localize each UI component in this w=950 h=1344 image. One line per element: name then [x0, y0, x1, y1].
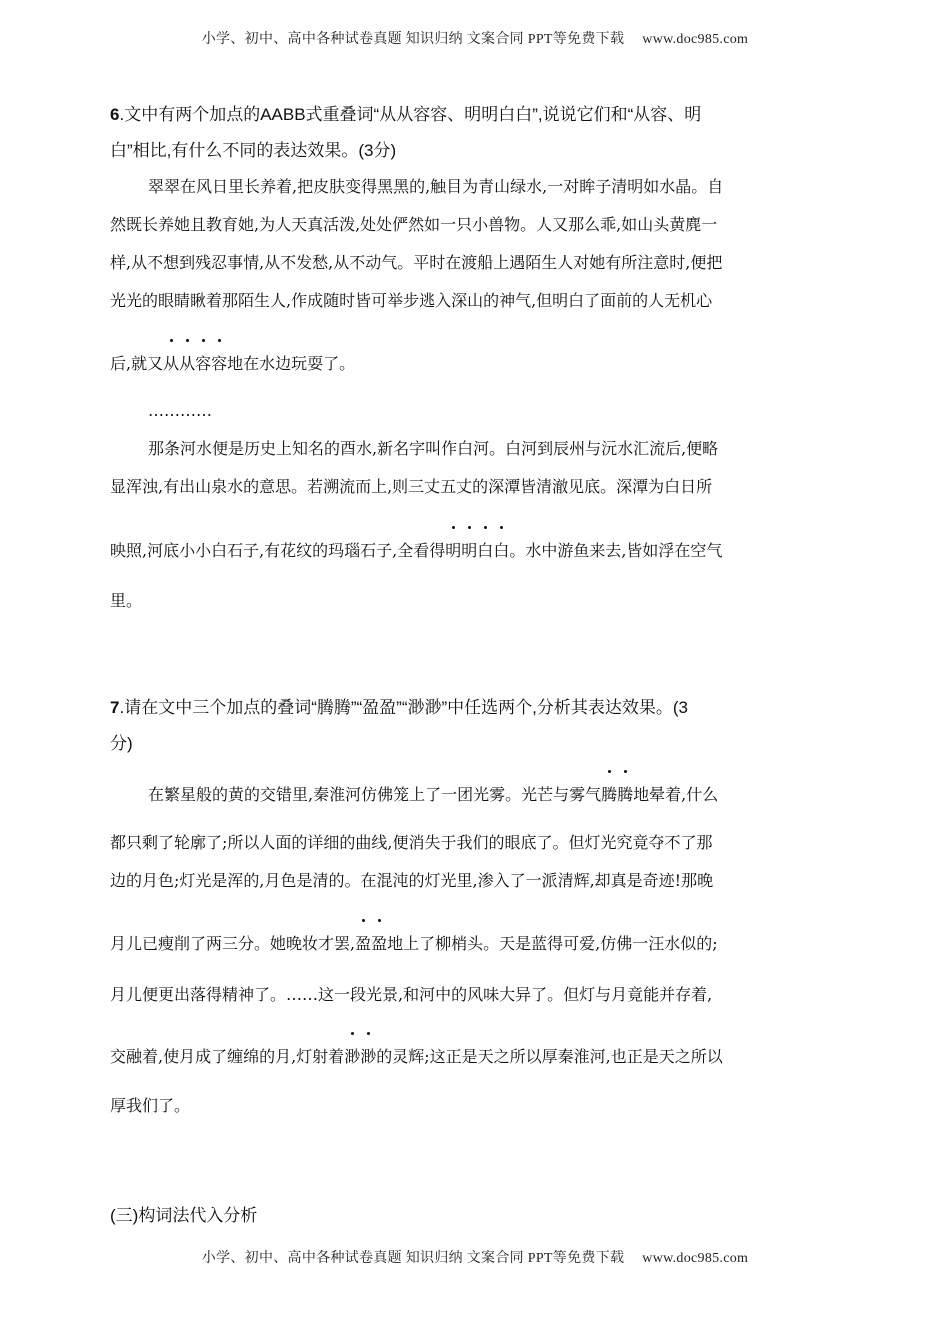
emphasis-dot-char: 从: [179, 354, 196, 373]
emphasis-dot-char: 白: [477, 541, 494, 560]
passage-1-line: 显浑浊,有出山泉水的意思。若溯流而上,则三丈五丈的深潭皆清澈见底。深潭为白日所: [110, 477, 713, 496]
passage-2-line: 月儿便更出落得精神了。……这一段光景,和河中的风味大异了。但灯与月竟能并存着,: [110, 985, 713, 1004]
question-6: [110, 97, 840, 169]
passage-1-line: 然既长养她且教育她,为人天真活泼,处处俨然如一只小兽物。人又那么乖,如山头黄麂一: [110, 215, 718, 234]
passage-2-line: 月儿已瘦削了两三分。她晚妆才罢,盈盈地上了柳梢头。天是蓝得可爱,仿佛一汪水似的;: [110, 934, 718, 953]
page-footer: [0, 1247, 950, 1267]
question-6-line-1: 6.文中有两个加点的AABB式重叠词“从从容容、明明白白”,说说它们和“从容、明: [110, 105, 702, 124]
passage-2-line: 都只剩了轮廓了;所以人面的详细的曲线,便消失于我们的眼底了。但灯光究竟夺不了那: [110, 833, 713, 852]
question-7-number: 7: [110, 698, 120, 717]
emphasis-dot-char: 白: [493, 541, 510, 560]
question-7-line-2: 分): [110, 734, 133, 753]
emphasis-dot-char: 渺: [360, 1047, 377, 1066]
question-7: [110, 690, 840, 762]
emphasis-dot-char: 明: [461, 541, 478, 560]
emphasis-dot-char: 腾: [617, 785, 634, 804]
passage-1-line: 后,就又从从容容地在水边玩耍了。: [110, 354, 356, 373]
passage-1-line: 翠翠在风日里长养着,把皮肤变得黑黑的,触目为青山绿水,一对眸子清明如水晶。自: [148, 177, 724, 196]
emphasis-dot-char: 腾: [601, 785, 618, 804]
passage-1-line: 样,从不想到残忍事情,从不发愁,从不动气。平时在渡船上遇陌生人对她有所注意时,便把: [110, 253, 723, 272]
passage-1-line: 里。: [110, 591, 143, 610]
question-6-line-2: 白”相比,有什么不同的表达效果。(3分): [110, 141, 397, 160]
emphasis-dot-char: 从: [163, 354, 180, 373]
emphasis-dot-char: 渺: [344, 1047, 361, 1066]
passage-2-line: 在繁星般的黄的交错里,秦淮河仿佛笼上了一团光雾。光芒与雾气腾腾地晕着,什么: [148, 785, 719, 804]
passage-2-line: 交融着,使月成了缠绵的月,灯射着渺渺的灵辉;这正是天之所以厚秦淮河,也正是天之所以: [110, 1047, 723, 1066]
page-header: [0, 28, 950, 48]
footer-site-link[interactable]: www.doc985.com: [642, 1251, 749, 1266]
header-site-link[interactable]: www.doc985.com: [642, 32, 749, 47]
emphasis-dot-char: 盈: [355, 934, 372, 953]
emphasis-dot-char: 容: [211, 354, 228, 373]
emphasis-dot-char: 容: [195, 354, 212, 373]
passage-ellipsis: …………: [148, 401, 212, 420]
passage-1-line: 那条河水便是历史上知名的酉水,新名字叫作白河。白河到辰州与沅水汇流后,便略: [148, 439, 719, 458]
passage-1-line: 光光的眼睛瞅着那陌生人,作成随时皆可举步逃入深山的神气,但明白了面前的人无机心: [110, 291, 713, 310]
emphasis-dot-char: 盈: [371, 934, 388, 953]
question-6-number: 6: [110, 105, 120, 124]
emphasis-dot-char: 明: [445, 541, 462, 560]
footer-text: 小学、初中、高中各种试卷真题 知识归纳 文案合同 PPT等免费下载: [201, 1251, 625, 1266]
section-3-title: (三)构词法代入分析: [110, 1206, 258, 1225]
passage-1-line: 映照,河底小小白石子,有花纹的玛瑙石子,全看得明明白白。水中游鱼来去,皆如浮在空气: [110, 541, 723, 560]
header-text: 小学、初中、高中各种试卷真题 知识归纳 文案合同 PPT等免费下载: [201, 32, 625, 47]
passage-2-line: 厚我们了。: [110, 1096, 191, 1115]
question-7-line-1: 7.请在文中三个加点的叠词“腾腾”“盈盈”“渺渺”中任选两个,分析其表达效果。(3: [110, 698, 688, 717]
passage-2-line: 边的月色;灯光是浑的,月色是清的。在混沌的灯光里,渗入了一派清辉,却真是奇迹!那晚: [110, 871, 714, 890]
